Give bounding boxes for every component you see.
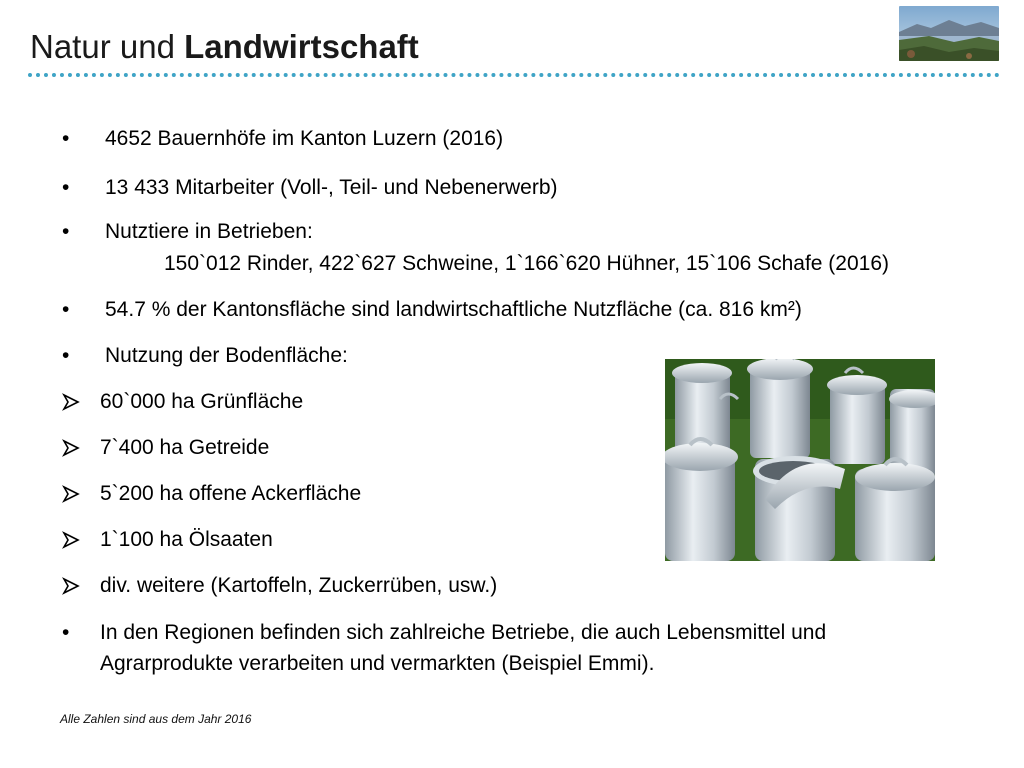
footnote: Alle Zahlen sind aus dem Jahr 2016 (60, 712, 252, 726)
arrow-bullet-icon (62, 479, 84, 509)
bullet-text: Nutztiere in Betrieben: (105, 220, 313, 243)
arrow-bullet-icon (62, 525, 84, 555)
milk-cans-photo (665, 359, 935, 561)
bullet-icon: • (62, 127, 70, 150)
title-divider (28, 73, 1000, 77)
bullet-icon: • (62, 621, 70, 644)
title-regular: Natur und (30, 28, 185, 65)
bullet-text: 54.7 % der Kantonsfläche sind landwirtschaftliche Nutzfläche (ca. 816 km²) (105, 298, 802, 321)
title-bold: Landwirtschaft (184, 28, 419, 65)
bullet-detail-text: 150`012 Rinder, 422`627 Schweine, 1`166`620 Hühner, 15`106 Schafe (2016) (164, 252, 890, 275)
bullet-icon: • (62, 298, 70, 321)
bullet-icon: • (62, 344, 70, 367)
lake-landscape-photo (899, 6, 999, 61)
sub-item-text: 1`100 ha Ölsaaten (100, 528, 273, 551)
sub-item-text: 7`400 ha Getreide (100, 436, 270, 459)
sub-item-text: 5`200 ha offene Ackerfläche (100, 482, 362, 505)
sub-item-text: 60`000 ha Grünfläche (100, 390, 304, 413)
bullet-icon: • (62, 176, 70, 199)
bullet-text: 4652 Bauernhöfe im Kanton Luzern (2016) (105, 127, 504, 150)
bullet-text: In den Regionen befinden sich zahlreiche Betriebe, die auch Lebensmittel und (100, 621, 827, 644)
arrow-bullet-icon (62, 387, 84, 417)
arrow-bullet-icon (62, 433, 84, 463)
bullet-text: Nutzung der Bodenfläche: (105, 344, 348, 367)
sub-item-text: div. weitere (Kartoffeln, Zuckerrüben, usw.) (100, 574, 498, 597)
arrow-bullet-icon (62, 571, 84, 601)
bullet-text: 13 433 Mitarbeiter (Voll-, Teil- und Nebenerwerb) (105, 176, 558, 199)
bullet-text-continuation: Agrarprodukte verarbeiten und vermarkten (Beispiel Emmi). (100, 652, 655, 675)
bullet-icon: • (62, 220, 70, 243)
page-title (30, 28, 419, 66)
